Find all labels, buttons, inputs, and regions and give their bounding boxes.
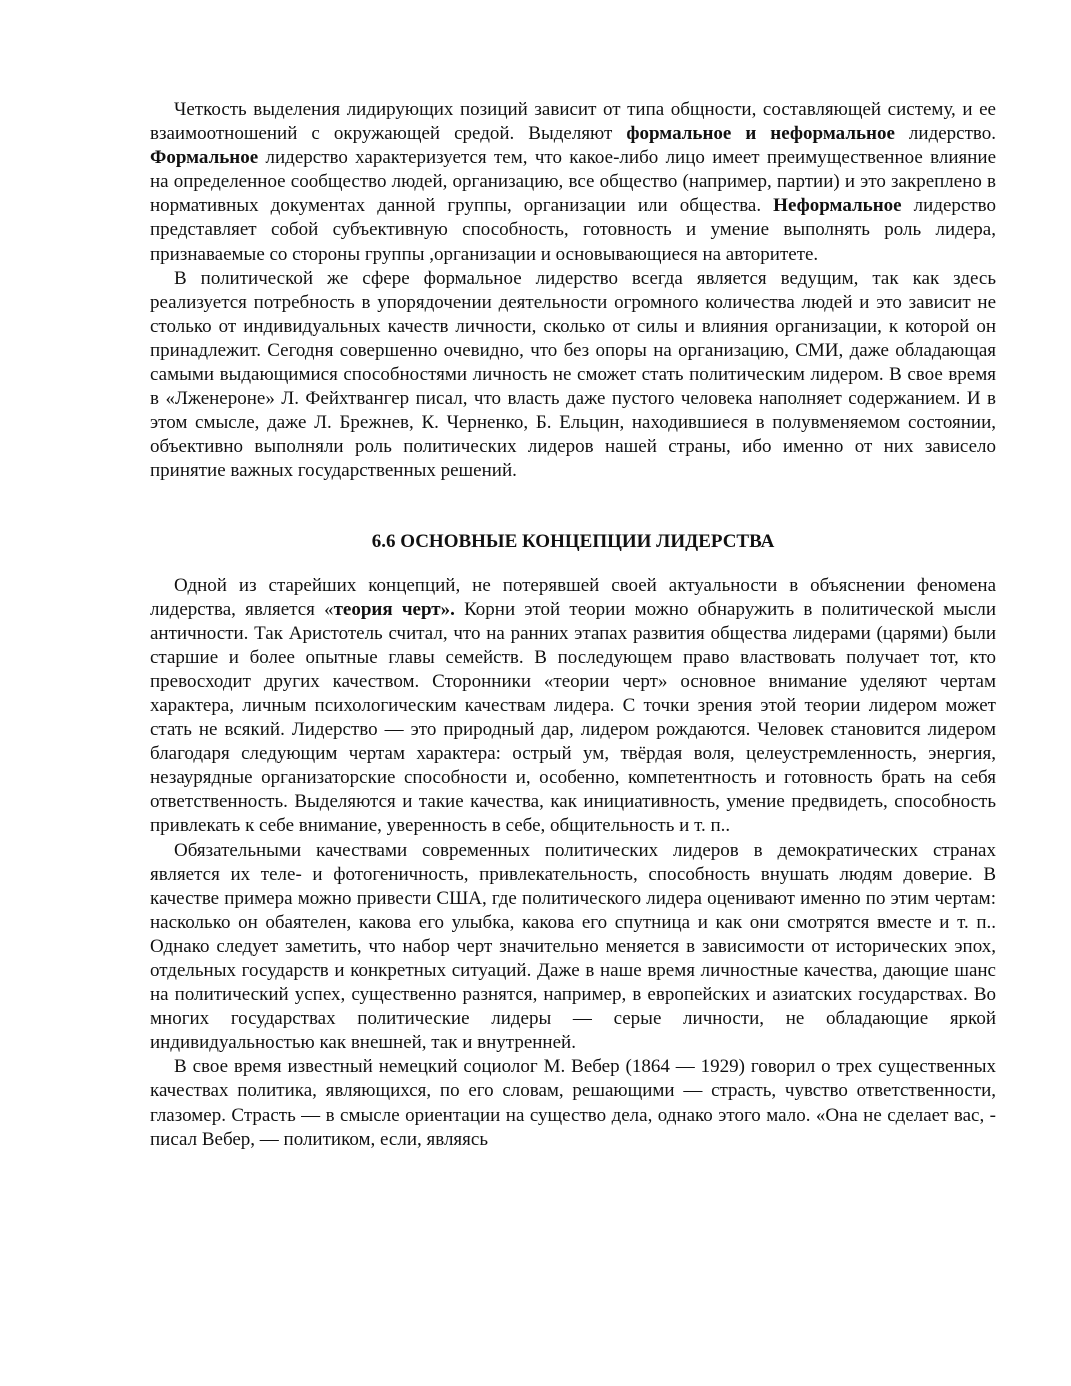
bold-term: Формальное — [150, 147, 259, 169]
text-run: Одной из старейших концепций, не потерявшей своей актуальности в объяснении феномена лидерства, является « — [150, 574, 996, 620]
document-page — [150, 98, 996, 1152]
section-heading: 6.6 ОСНОВНЫЕ КОНЦЕПЦИИ ЛИДЕРСТВА — [371, 530, 775, 552]
section-top — [150, 98, 996, 484]
text-run: В свое время известный немецкий социолог М. Вебер (1864 — 1929) говорил о трех существенных качествах политика, являющихся, по его словам, решающими — страсть, чувство ответственности, глазомер. Страсть — в смысле ориентации на существо дела, однако этого мало. «Она не сделает вас, - писал Вебер, — политиком, если, являясь — [150, 1056, 996, 1150]
text-run: В политической же сфере формальное лидерство всегда является ведущим, так как здесь реализуется потребность в упорядочении деятельности огромного количества людей и это зависит не столько от индивидуальных качеств личности, сколько от силы и влияния организации, к которой он принадлежит. Сегодня совершенно очевидно, что без опоры на организацию, СМИ, даже обладающая самыми выдающимися способностями личность не сможет стать политическим лидером. В свое время в «Лженероне» Л. Фейхтвангер писал, что власть даже пустого человека наполняет содержанием. И в этом смысле, даже Л. Брежнев, К. Черненко, Б. Ельцин, находившиеся в полувменяемом состоянии, объективно выполняли роль политических лидеров нашей страны, ибо именно от них зависело принятие важных государственных решений. — [150, 267, 996, 482]
paragraph — [150, 1055, 996, 1151]
paragraph — [150, 574, 996, 839]
bold-term: теория черт». — [333, 598, 455, 620]
paragraph — [150, 98, 996, 267]
paragraph — [150, 267, 996, 484]
bold-term: формальное и неформальное — [626, 123, 895, 145]
text-run: Обязательными качествами современных политических лидеров в демократических странах является их теле- и фотогеничность, привлекательность, способность внушать людям доверие. В качестве примера можно привести США, где политического лидера оценивают именно по этим чертам: насколько он обаятелен, какова его улыбка, какова его спутница и как они смотрятся вместе и т. п.. Однако следует заметить, что набор черт значительно меняется в зависимости от исторических эпох, отдельных государств и конкретных ситуаций. Даже в наше время личностные качества, дающие шанс на политический успех, существенно разнятся, например, в европейских и азиатских государствах. Во многих государствах политические лидеры — серые личности, не обладающие яркой индивидуальностью как внешней, так и внутренней. — [150, 839, 996, 1054]
text-run: лидерство представляет собой субъективную способность, готовность и умение выполнять роль лидера, признаваемые со стороны группы ,организации и основывающиеся на авторитете. — [150, 195, 996, 265]
bold-term: Неформальное — [773, 195, 902, 217]
text-run: Корни этой теории можно обнаружить в политической мысли античности. Так Аристотель считал, что на ранних этапах развития общества лидерами (царями) были старшие и более опытные главы семейств. В последующем право властвовать получает тот, кто превосходит других качеством. Сторонники «теории черт» основное внимание уделяют чертам характера, личным психологическим качествам лидера. С точки зрения этой теории лидером может стать не всякий. Лидерство — это природный дар, лидером рождаются. Человек становится лидером благодаря следующим чертам характера: острый ум, твёрдая воля, целеустремленность, энергия, незаурядные организаторские способности и, особенно, компетентность и готовность брать на себя ответственность. Выделяются и такие качества, как инициативность, умение предвидеть, способность привлекать к себе внимание, уверенность в себе, общительность и т. п.. — [150, 598, 996, 837]
text-run: лидерство характеризуется тем, что какое-либо лицо имеет преимущественное влияние на определенное сообщество людей, организацию, все общество (например, партии) и это закреплено в нормативных документах данной группы, организации или общества. — [150, 147, 996, 217]
text-run: лидерство. — [894, 123, 996, 145]
section-bottom — [150, 574, 996, 1152]
text-run: Четкость выделения лидирующих позиций зависит от типа общности, составляющей систему, и ее взаимоотношений с окружающей средой. Выделяют — [150, 99, 996, 145]
paragraph — [150, 839, 996, 1056]
